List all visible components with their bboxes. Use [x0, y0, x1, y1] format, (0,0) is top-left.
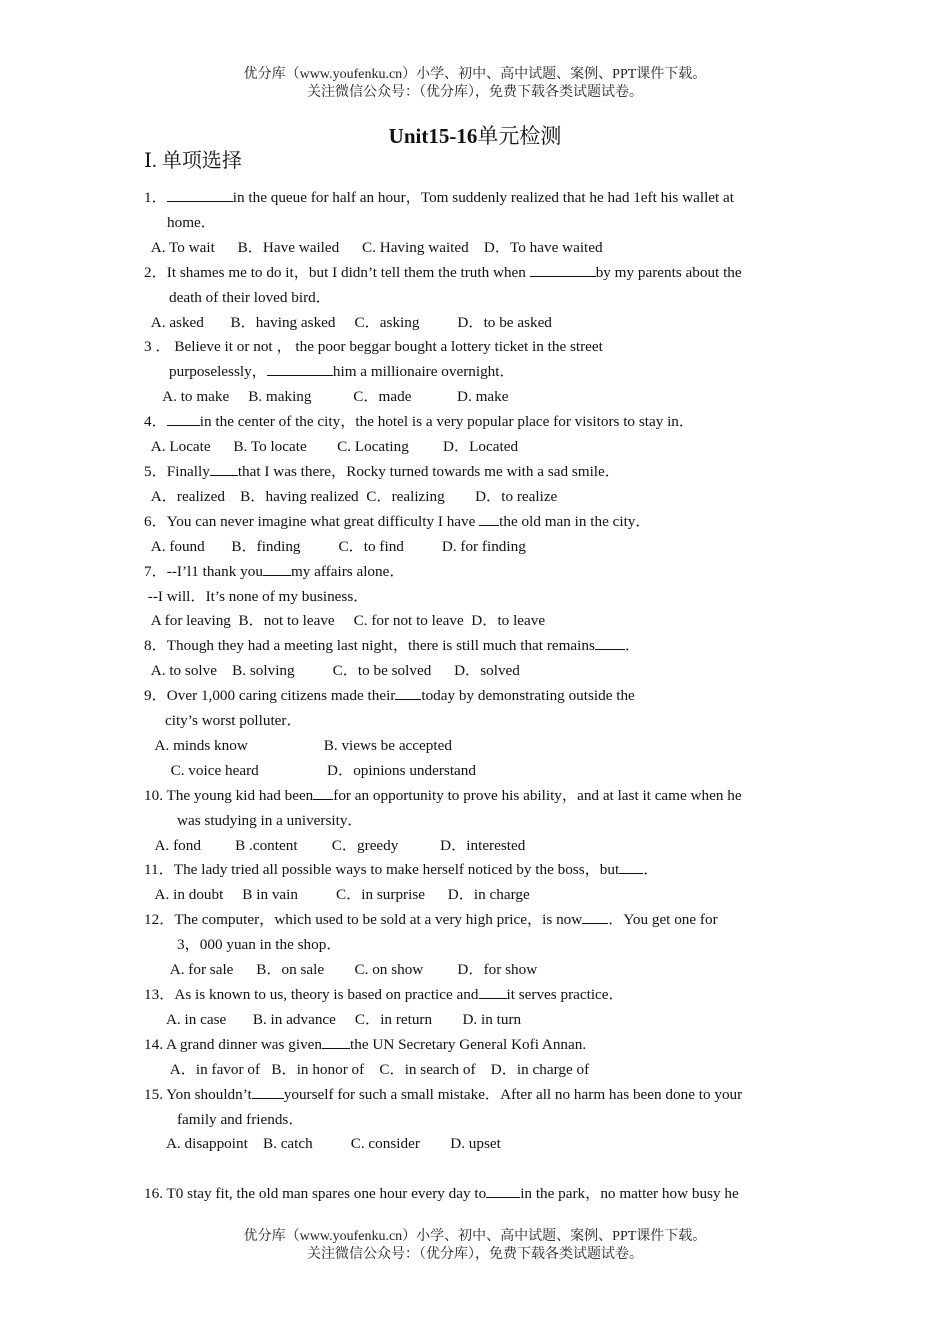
- page-title: [0, 122, 950, 150]
- header-line-2: 关注微信公众号：（优分库），免费下载各类试题试卷。: [307, 85, 643, 100]
- question-8: 8．Though they had a meeting last night，there is still much that remains ．: [144, 637, 641, 655]
- question-15-cont: family and friends．: [177, 1110, 304, 1128]
- page-header: [0, 66, 950, 102]
- question-1-options: A. To wait B．Have wailed C. Having waited D．To have waited: [144, 238, 603, 256]
- question-4: 4． in the center of the city，the hotel is a very popular place for visitors to stay in．: [144, 413, 695, 431]
- question-10: 10. The young kid had been for an opportunity to prove his ability，and at last it came when he: [144, 786, 742, 804]
- question-8-options: A. to solve B. solving C．to be solved D．solved: [144, 662, 520, 680]
- question-15-options: A. disappoint B. catch C. consider D. upset: [144, 1135, 501, 1153]
- answer-blank: [167, 411, 200, 426]
- question-6: 6．You can never imagine what great difficulty I have the old man in the city．: [144, 512, 651, 530]
- question-13: 13．As is known to us, theory is based on practice and it serves practice．: [144, 986, 624, 1003]
- question-9-options-row-2: C. voice heard D．opinions understand: [144, 761, 476, 779]
- answer-blank: [486, 1183, 520, 1198]
- question-5: 5．Finally that I was there，Rocky turned towards me with a sad smile．: [144, 462, 620, 480]
- question-3-cont: purposelessly， him a millionaire overnight．: [169, 363, 515, 381]
- question-7-options: A for leaving B．not to leave C. for not to leave D．to leave: [144, 612, 546, 630]
- question-12-cont: 3，000 yuan in the shop．: [177, 936, 342, 954]
- section-heading: Ⅰ. 单项选择: [144, 150, 242, 172]
- answer-blank: [530, 262, 596, 277]
- question-2-cont: death of their loved bird．: [169, 288, 331, 306]
- question-15: 15. Yon shouldn’t yourself for such a small mistake．After all no harm has been done to your: [144, 1085, 743, 1103]
- answer-blank: [263, 561, 291, 576]
- question-16: 16. T0 stay fit, the old man spares one hour every day to in the park，no matter how busy he: [144, 1185, 739, 1203]
- question-14: 14. A grand dinner was given the UN Secretary General Kofi Annan.: [144, 1035, 587, 1053]
- title-rest: 单元检测: [477, 124, 562, 148]
- answer-blank: [595, 635, 625, 650]
- page-footer: [0, 1228, 950, 1264]
- question-4-options: A. Locate B. To locate C. Locating D．Located: [144, 438, 519, 456]
- answer-blank: [619, 859, 643, 874]
- question-10-cont: was studying in a university．: [177, 811, 363, 829]
- answer-blank: [582, 909, 608, 924]
- question-1: 1． in the queue for half an hour，Tom suddenly realized that he had 1eft his wallet at: [144, 189, 735, 206]
- question-10-options: A. fond B .content C．greedy D．interested: [144, 836, 526, 854]
- question-list: [144, 186, 806, 1207]
- answer-blank: [267, 361, 333, 376]
- question-14-options: A．in favor of B．in honor of C．in search of D．in charge of: [144, 1060, 590, 1078]
- question-13-options: A. in case B. in advance C．in return D. in turn: [144, 1010, 522, 1028]
- question-11: 11．The lady tried all possible ways to make herself noticed by the boss，but ．: [144, 861, 659, 879]
- question-5-options: A．realized B．having realized C．realizing D．to realize: [144, 487, 558, 505]
- question-9-options-row-1: A. minds know B. views be accepted: [144, 736, 452, 754]
- spacer: [144, 1157, 806, 1182]
- question-3-options: A. to make B. making C．made D. make: [144, 388, 509, 406]
- title-unit: Unit15-16: [388, 124, 478, 148]
- answer-blank: [167, 187, 233, 202]
- footer-line-1: 优分库（www.youfenku.cn）小学、初中、高中试题、案例、PPT课件下载。: [243, 1229, 707, 1244]
- question-11-options: A. in doubt B in vain C．in surprise D．in charge: [144, 886, 530, 904]
- answer-blank: [313, 785, 333, 800]
- question-7-reply: --I will．It’s none of my business．: [144, 587, 369, 605]
- question-12-options: A. for sale B．on sale C. on show D．for show: [144, 961, 538, 979]
- answer-blank: [479, 511, 499, 526]
- question-7: 7．--I’l1 thank you my affairs alone．: [144, 562, 405, 580]
- footer-line-2: 关注微信公众号：（优分库），免费下载各类试题试卷。: [307, 1247, 643, 1262]
- answer-blank: [322, 1034, 350, 1049]
- question-1-cont: home．: [167, 213, 216, 231]
- question-2-options: A. asked B．having asked C．asking D．to be asked: [144, 313, 552, 331]
- answer-blank: [395, 685, 421, 700]
- answer-blank: [252, 1084, 284, 1099]
- question-12: 12．The computer，which used to be sold at a very high price，is now ．You get one for: [144, 911, 718, 929]
- question-6-options: A. found B．finding C．to find D. for finding: [144, 537, 526, 555]
- question-2: 2．It shames me to do it，but I didn’t tell them the truth when by my parents about the: [144, 263, 742, 281]
- header-line-1: 优分库（www.youfenku.cn）小学、初中、高中试题、案例、PPT课件下载。: [243, 67, 707, 82]
- question-9: 9．Over 1,000 caring citizens made their today by demonstrating outside the: [144, 687, 635, 705]
- answer-blank: [210, 461, 238, 476]
- question-9-cont: city’s worst polluter．: [165, 712, 302, 730]
- question-3: 3 ． Believe it or not ， the poor beggar bought a lottery ticket in the street: [144, 338, 603, 356]
- answer-blank: [479, 984, 507, 999]
